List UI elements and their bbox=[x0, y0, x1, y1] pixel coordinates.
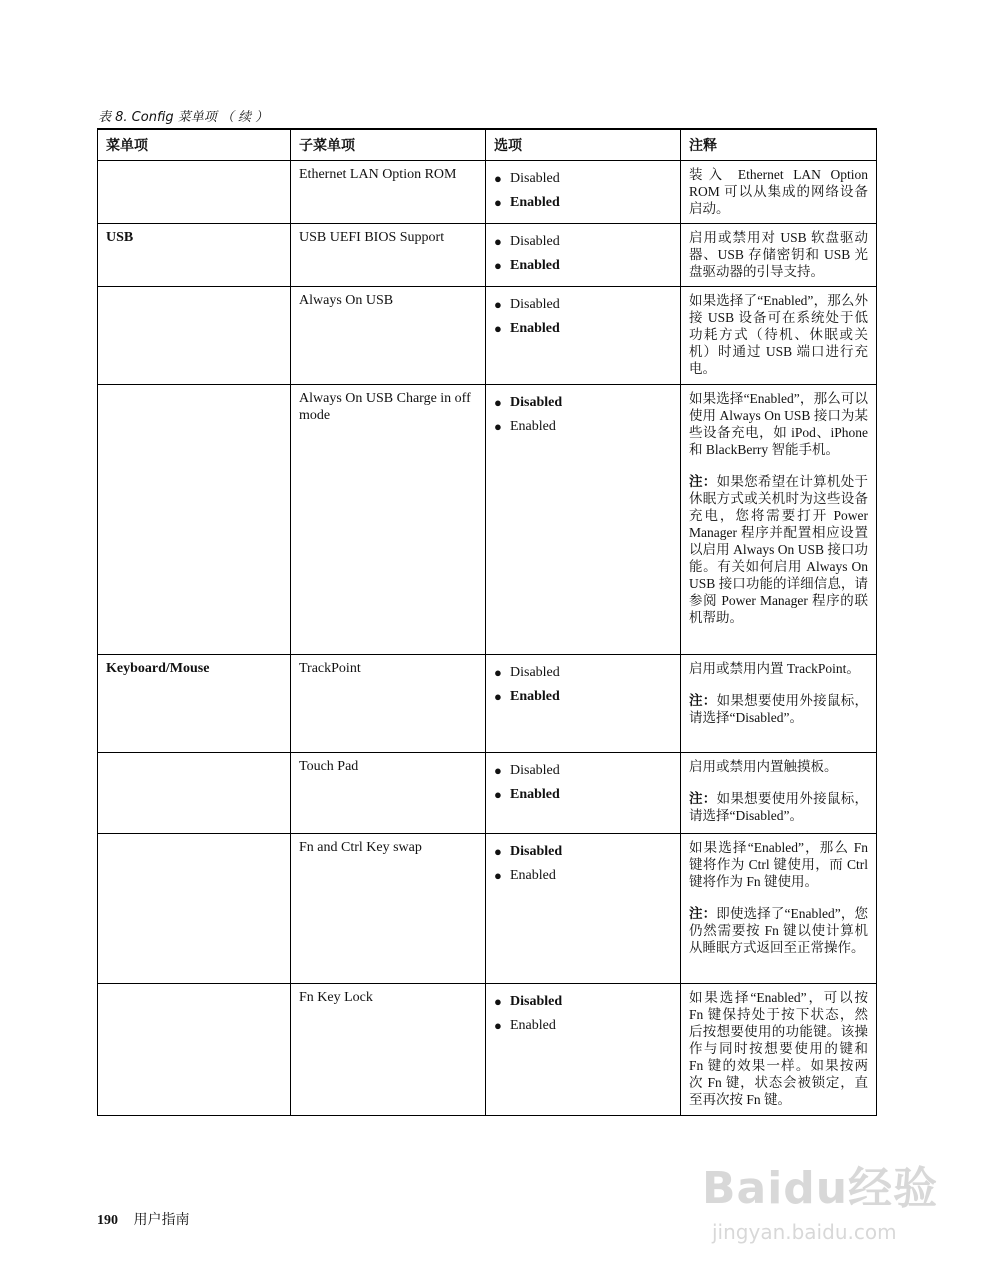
bullet-icon: ● bbox=[494, 320, 502, 336]
options-cell bbox=[486, 984, 681, 1116]
option-enabled: ● Enabled bbox=[494, 418, 556, 434]
notes-cell bbox=[681, 287, 877, 385]
submenu-cell: USB UEFI BIOS Support bbox=[291, 224, 486, 287]
option-enabled-selected: ● Enabled bbox=[494, 257, 560, 273]
bullet-icon: ● bbox=[494, 688, 502, 704]
baidu-watermark-logo bbox=[690, 1138, 940, 1258]
note-text: 装入 Ethernet LAN Option ROM 可以从集成的网络设备启动。 bbox=[689, 167, 868, 216]
notes-cell bbox=[681, 224, 877, 287]
menu-cell-usb: USB bbox=[98, 224, 291, 287]
notes-cell bbox=[681, 161, 877, 224]
notes-cell bbox=[681, 984, 877, 1116]
bullet-icon: ● bbox=[494, 762, 502, 778]
option-disabled-selected: ● Disabled bbox=[494, 843, 563, 859]
note-remark: 注：即使选择了“Enabled”，您仍然需要按 Fn 键以使计算机从睡眠方式返回至正常操作。 bbox=[689, 906, 869, 955]
table-row bbox=[98, 224, 877, 287]
header-options: 选项 bbox=[486, 129, 681, 161]
submenu-cell: Always On USB bbox=[291, 287, 486, 385]
submenu-cell: Fn Key Lock bbox=[291, 984, 486, 1116]
option-enabled: ● Enabled bbox=[494, 867, 556, 883]
note-text: 如果选择“Enabled”，那么可以使用 Always On USB 接口为某些设备充电，如 iPod、iPhone 和 BlackBerry 智能手机。 bbox=[689, 391, 868, 457]
bullet-icon: ● bbox=[494, 394, 502, 410]
options-cell bbox=[486, 753, 681, 834]
submenu-cell: Fn and Ctrl Key swap bbox=[291, 834, 486, 984]
note-text: 启用或禁用内置触摸板。 bbox=[689, 759, 838, 774]
bullet-icon: ● bbox=[494, 1017, 502, 1033]
page-footer bbox=[97, 1209, 190, 1229]
option-enabled-selected: ● Enabled bbox=[494, 320, 560, 336]
menu-cell bbox=[98, 834, 291, 984]
submenu-cell: TrackPoint bbox=[291, 655, 486, 753]
menu-cell bbox=[98, 984, 291, 1116]
menu-cell bbox=[98, 385, 291, 655]
menu-cell bbox=[98, 161, 291, 224]
table-row bbox=[98, 753, 877, 834]
note-label: 注： bbox=[689, 906, 717, 921]
notes-cell bbox=[681, 834, 877, 984]
table-row bbox=[98, 161, 877, 224]
options-cell bbox=[486, 287, 681, 385]
options-cell bbox=[486, 655, 681, 753]
bullet-icon: ● bbox=[494, 418, 502, 434]
option-disabled-selected: ● Disabled bbox=[494, 993, 563, 1009]
submenu-cell: Touch Pad bbox=[291, 753, 486, 834]
option-disabled: ● Disabled bbox=[494, 664, 560, 680]
watermark-url: jingyan.baidu.com bbox=[712, 1220, 897, 1244]
bullet-icon: ● bbox=[494, 296, 502, 312]
options-cell bbox=[486, 224, 681, 287]
note-text: 如果选择“Enabled”，那么 Fn 键将作为 Ctrl 键使用，而 Ctrl 键将作为 Fn 键使用。 bbox=[689, 840, 868, 889]
submenu-cell: Always On USB Charge in off mode bbox=[291, 385, 486, 655]
bullet-icon: ● bbox=[494, 993, 502, 1009]
menu-cell-keyboard-mouse: Keyboard/Mouse bbox=[98, 655, 291, 753]
note-remark: 注：如果想要使用外接鼠标，请选择“Disabled”。 bbox=[689, 791, 869, 823]
option-enabled: ● Enabled bbox=[494, 1017, 556, 1033]
header-menu: 菜单项 bbox=[98, 129, 291, 161]
options-cell bbox=[486, 161, 681, 224]
note-text: 如果选择“Enabled”，可以按 Fn 键保持处于按下状态，然后按想要使用的功能键。该操作与同时按想要使用的键和 Fn 键的效果一样。如果按两次 Fn 键，状态会被锁定，直至再次按 Fn 键。 bbox=[689, 990, 868, 1107]
watermark-brand: Baidu经验 bbox=[702, 1163, 939, 1214]
table-caption: 表 8. Config 菜单项 （ 续 ） bbox=[98, 110, 269, 125]
table-row bbox=[98, 984, 877, 1116]
table-row bbox=[98, 385, 877, 655]
note-remark: 注：如果您希望在计算机处于休眠方式或关机时为这些设备充电，您将需要打开 Power Manager 程序并配置相应设置以启用 Always On USB 接口功能。有关如何启用 Always On USB 接口功能的详细信息，请参阅 Power Manager 程序的联机帮助。 bbox=[689, 474, 869, 625]
option-disabled-selected: ● Disabled bbox=[494, 394, 563, 410]
bullet-icon: ● bbox=[494, 786, 502, 802]
submenu-cell: Ethernet LAN Option ROM bbox=[291, 161, 486, 224]
note-label: 注： bbox=[689, 791, 717, 806]
option-enabled-selected: ● Enabled bbox=[494, 194, 560, 210]
option-enabled-selected: ● Enabled bbox=[494, 688, 560, 704]
bullet-icon: ● bbox=[494, 170, 502, 186]
notes-cell bbox=[681, 753, 877, 834]
table-row bbox=[98, 287, 877, 385]
notes-cell bbox=[681, 655, 877, 753]
header-notes: 注释 bbox=[681, 129, 877, 161]
menu-cell bbox=[98, 753, 291, 834]
note-text: 启用或禁用内置 TrackPoint。 bbox=[689, 661, 860, 676]
table-row bbox=[98, 834, 877, 984]
menu-cell bbox=[98, 287, 291, 385]
note-label: 注： bbox=[689, 693, 717, 708]
note-remark: 注：如果想要使用外接鼠标，请选择“Disabled”。 bbox=[689, 693, 869, 725]
notes-cell bbox=[681, 385, 877, 655]
option-disabled: ● Disabled bbox=[494, 170, 560, 186]
header-submenu: 子菜单项 bbox=[291, 129, 486, 161]
config-menu-table bbox=[97, 128, 877, 1116]
bullet-icon: ● bbox=[494, 257, 502, 273]
table-header-row bbox=[98, 129, 877, 161]
options-cell bbox=[486, 834, 681, 984]
note-text: 如果选择了“Enabled”，那么外接 USB 设备可在系统处于低功耗方式（待机、休眠或关机）时通过 USB 端口进行充电。 bbox=[689, 293, 868, 376]
note-text: 启用或禁用对 USB 软盘驱动器、USB 存储密钥和 USB 光盘驱动器的引导支持。 bbox=[689, 230, 868, 279]
footer-title: 用户指南 bbox=[133, 1213, 190, 1228]
bullet-icon: ● bbox=[494, 664, 502, 680]
option-enabled-selected: ● Enabled bbox=[494, 786, 560, 802]
table-row bbox=[98, 655, 877, 753]
option-disabled: ● Disabled bbox=[494, 233, 560, 249]
bullet-icon: ● bbox=[494, 843, 502, 859]
bullet-icon: ● bbox=[494, 194, 502, 210]
option-disabled: ● Disabled bbox=[494, 296, 560, 312]
option-disabled: ● Disabled bbox=[494, 762, 560, 778]
note-label: 注： bbox=[689, 474, 717, 489]
bullet-icon: ● bbox=[494, 233, 502, 249]
page-number: 190 bbox=[97, 1213, 118, 1228]
bullet-icon: ● bbox=[494, 867, 502, 883]
options-cell bbox=[486, 385, 681, 655]
